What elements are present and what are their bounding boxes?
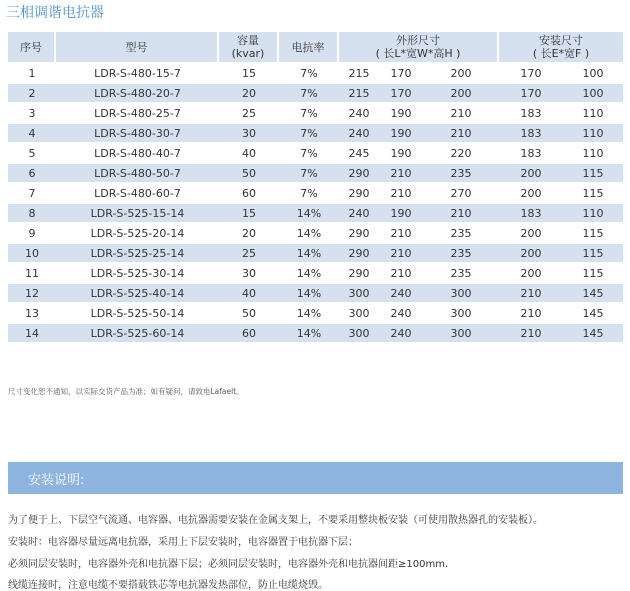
cell-capacity: 60 [242, 186, 256, 200]
cell-reactance: 7% [300, 106, 318, 120]
cell-seq: 7 [28, 186, 36, 200]
cell-capacity: 15 [242, 66, 256, 80]
install-line: 为了便于上、下层空气流通、电容器、电抗器需要安装在金属支架上，不要采用整块板安装（可使用散热器孔的安装板）。 [8, 515, 543, 526]
cell-mount-e: 210 [499, 284, 563, 302]
cell-model: LDR-S-525-20-14 [90, 226, 185, 240]
cell-capacity: 30 [219, 124, 279, 142]
cell-width: 210 [379, 244, 423, 262]
cell-height: 235 [423, 164, 499, 182]
cell-height: 300 [450, 306, 472, 320]
cell-height: 300 [423, 324, 499, 342]
cell-width: 210 [390, 186, 412, 200]
table-row [8, 84, 623, 102]
cell-height: 210 [450, 106, 472, 120]
cell-model: LDR-S-480-30-7 [56, 124, 219, 142]
cell-mount-f: 115 [582, 186, 604, 200]
table-row [8, 284, 623, 302]
cell-width: 190 [379, 204, 423, 222]
cell-mount-e: 183 [499, 204, 563, 222]
spec-table [8, 30, 623, 344]
cell-height: 200 [423, 84, 499, 102]
cell-length: 290 [348, 266, 370, 280]
cell-height: 210 [423, 124, 499, 142]
cell-seq: 13 [25, 306, 39, 320]
header-mounting-sub: ( 长E*宽F ) [532, 47, 590, 60]
cell-mount-e: 200 [499, 244, 563, 262]
cell-length: 300 [339, 284, 379, 302]
cell-model: LDR-S-480-50-7 [56, 164, 219, 182]
table-row [8, 64, 623, 82]
cell-model: LDR-S-480-60-7 [94, 186, 181, 200]
install-banner [8, 462, 623, 494]
cell-seq: 1 [28, 66, 36, 80]
cell-seq: 14 [8, 324, 56, 342]
cell-mount-f: 145 [563, 324, 623, 342]
cell-capacity: 50 [219, 164, 279, 182]
cell-mount-e: 210 [499, 324, 563, 342]
cell-height: 235 [450, 266, 472, 280]
cell-seq: 12 [8, 284, 56, 302]
table-header-row [8, 32, 623, 62]
cell-length: 240 [339, 204, 379, 222]
cell-seq: 9 [28, 226, 36, 240]
header-dimensions [339, 32, 499, 62]
cell-capacity: 20 [242, 226, 256, 240]
header-reactance: 电抗率 [279, 32, 339, 62]
cell-length: 215 [339, 84, 379, 102]
cell-height: 200 [450, 66, 472, 80]
cell-mount-f: 110 [563, 204, 623, 222]
cell-reactance: 14% [279, 284, 339, 302]
cell-reactance: 7% [300, 186, 318, 200]
cell-length: 240 [348, 106, 370, 120]
cell-reactance: 14% [296, 266, 322, 280]
header-capacity-unit: (kvar) [231, 47, 265, 60]
cell-seq: 3 [28, 106, 36, 120]
cell-reactance: 14% [279, 204, 339, 222]
table-row [8, 124, 623, 142]
cell-reactance: 14% [296, 226, 322, 240]
cell-model: LDR-S-525-50-14 [90, 306, 185, 320]
cell-model: LDR-S-525-40-14 [56, 284, 219, 302]
cell-seq: 10 [8, 244, 56, 262]
cell-model: LDR-S-480-20-7 [56, 84, 219, 102]
table-row [8, 224, 623, 242]
cell-seq: 11 [25, 266, 39, 280]
cell-mount-f: 145 [563, 284, 623, 302]
cell-mount-e: 200 [520, 266, 542, 280]
cell-height: 270 [450, 186, 472, 200]
cell-mount-e: 170 [520, 66, 542, 80]
cell-mount-f: 100 [563, 84, 623, 102]
cell-length: 290 [339, 164, 379, 182]
page-title: 三相调谐电抗器 [6, 5, 104, 21]
cell-length: 290 [348, 226, 370, 240]
table-row [8, 184, 623, 202]
cell-model: LDR-S-480-40-7 [94, 146, 181, 160]
cell-capacity: 15 [219, 204, 279, 222]
table-row [8, 244, 623, 262]
cell-length: 240 [339, 124, 379, 142]
cell-width: 210 [379, 164, 423, 182]
cell-capacity: 25 [219, 244, 279, 262]
cell-height: 220 [450, 146, 472, 160]
table-row [8, 324, 623, 342]
header-model: 型号 [56, 32, 219, 62]
cell-mount-e: 200 [520, 226, 542, 240]
cell-length: 300 [348, 306, 370, 320]
cell-model: LDR-S-525-30-14 [90, 266, 185, 280]
cell-width: 170 [379, 84, 423, 102]
cell-width: 190 [390, 146, 412, 160]
cell-width: 170 [390, 66, 412, 80]
cell-width: 210 [390, 226, 412, 240]
cell-mount-e: 200 [520, 186, 542, 200]
cell-reactance: 7% [279, 164, 339, 182]
cell-width: 240 [379, 284, 423, 302]
header-mounting [499, 32, 623, 62]
cell-mount-e: 210 [520, 306, 542, 320]
cell-width: 210 [390, 266, 412, 280]
cell-height: 300 [423, 284, 499, 302]
cell-seq: 6 [8, 164, 56, 182]
cell-capacity: 30 [242, 266, 256, 280]
cell-length: 290 [339, 244, 379, 262]
cell-model: LDR-S-525-60-14 [56, 324, 219, 342]
cell-model: LDR-S-480-15-7 [94, 66, 181, 80]
table-row [8, 304, 623, 322]
disclaimer-note: 尺寸变化恕不通知，以实际交货产品为准；如有疑问，请致电Lafaelt。 [8, 387, 244, 396]
cell-height: 235 [423, 244, 499, 262]
table-row [8, 144, 623, 162]
header-mounting-label: 安装尺寸 [539, 34, 583, 47]
cell-mount-f: 115 [563, 244, 623, 262]
cell-mount-f: 110 [563, 124, 623, 142]
cell-seq: 2 [8, 84, 56, 102]
cell-mount-f: 145 [582, 306, 604, 320]
cell-mount-f: 115 [563, 164, 623, 182]
table-row [8, 264, 623, 282]
cell-mount-f: 110 [582, 146, 604, 160]
cell-reactance: 14% [279, 324, 339, 342]
cell-width: 190 [379, 124, 423, 142]
install-line: 线缆连接时，注意电缆不要搭载铁芯等电抗器发热部位，防止电缆烧毁。 [8, 580, 328, 591]
cell-mount-f: 100 [582, 66, 604, 80]
header-dimensions-label: 外形尺寸 [396, 34, 440, 47]
install-line: 必须同层安装时，电容器外壳和电抗器下层；必须同层安装时，电容器外壳和电抗器间距≥100mm. [8, 559, 449, 570]
table-row [8, 204, 623, 222]
cell-width: 240 [390, 306, 412, 320]
cell-capacity: 20 [219, 84, 279, 102]
cell-mount-e: 170 [499, 84, 563, 102]
cell-reactance: 14% [279, 244, 339, 262]
install-line: 安装时：电容器尽量远离电抗器，采用上下层安装时，电容器置于电抗器下层； [8, 537, 358, 548]
cell-mount-f: 115 [582, 266, 604, 280]
table-row [8, 104, 623, 122]
cell-capacity: 40 [242, 146, 256, 160]
header-capacity [219, 32, 279, 62]
cell-reactance: 7% [300, 66, 318, 80]
cell-width: 240 [379, 324, 423, 342]
cell-model: LDR-S-525-25-14 [56, 244, 219, 262]
cell-seq: 8 [8, 204, 56, 222]
cell-mount-e: 200 [499, 164, 563, 182]
cell-capacity: 40 [219, 284, 279, 302]
cell-seq: 5 [28, 146, 36, 160]
cell-mount-f: 115 [582, 226, 604, 240]
cell-capacity: 60 [219, 324, 279, 342]
header-dimensions-sub: ( 长L*宽W*高H ) [375, 47, 461, 60]
cell-height: 210 [423, 204, 499, 222]
cell-model: LDR-S-525-15-14 [56, 204, 219, 222]
cell-height: 235 [450, 226, 472, 240]
cell-seq: 4 [8, 124, 56, 142]
cell-mount-f: 110 [582, 106, 604, 120]
cell-reactance: 14% [296, 306, 322, 320]
cell-reactance: 7% [279, 84, 339, 102]
cell-mount-e: 183 [520, 146, 542, 160]
cell-width: 190 [390, 106, 412, 120]
cell-model: LDR-S-480-25-7 [94, 106, 181, 120]
header-seq: 序号 [8, 32, 56, 62]
cell-length: 300 [339, 324, 379, 342]
header-capacity-label: 容量 [237, 34, 259, 47]
cell-capacity: 50 [242, 306, 256, 320]
cell-mount-e: 183 [499, 124, 563, 142]
cell-reactance: 7% [279, 124, 339, 142]
cell-length: 290 [348, 186, 370, 200]
cell-length: 245 [348, 146, 370, 160]
cell-reactance: 7% [300, 146, 318, 160]
cell-mount-e: 183 [520, 106, 542, 120]
cell-capacity: 25 [242, 106, 256, 120]
cell-length: 215 [348, 66, 370, 80]
table-row [8, 164, 623, 182]
install-title: 安装说明: [28, 473, 85, 488]
